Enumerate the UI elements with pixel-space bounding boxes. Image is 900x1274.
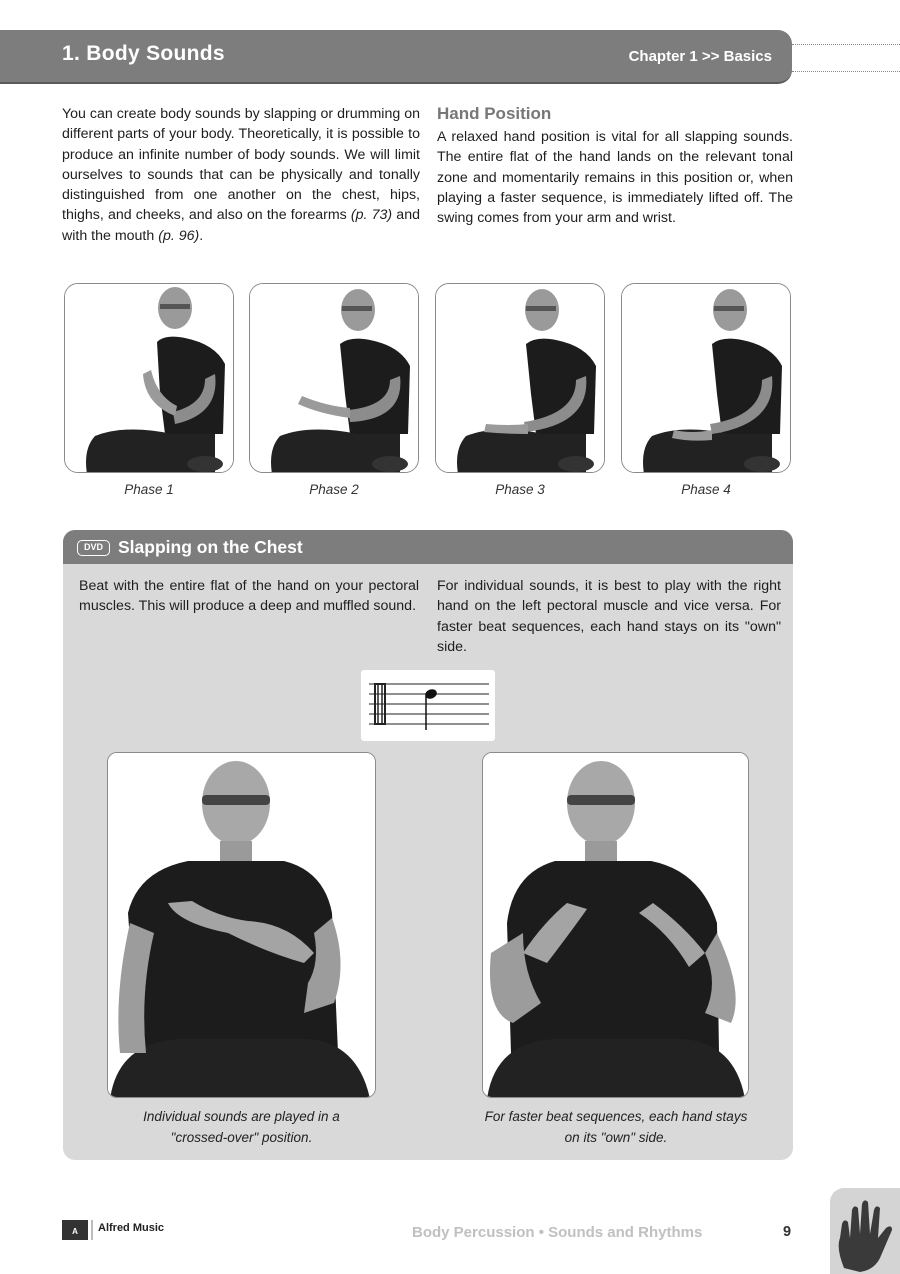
intro-text-2: and with the mouth [62, 207, 420, 244]
hand-position-heading: Hand Position [437, 104, 552, 123]
hand-icon [830, 1188, 900, 1274]
own-side-caption-line-1: For faster beat sequences, each hand stays [484, 1109, 748, 1124]
publisher-logo-text: Alfred Music [98, 1222, 165, 1234]
crossed-over-caption-line-1: Individual sounds are played in a [143, 1109, 340, 1124]
phase-4-caption: Phase 4 [681, 482, 731, 497]
phase-3-caption: Phase 3 [495, 482, 545, 497]
page-reference-forearms: (p. 73) [350, 207, 393, 224]
crossed-over-caption-line-2: "crossed-over" position. [170, 1130, 313, 1145]
phase-2-caption: Phase 2 [309, 482, 359, 497]
chest-right-paragraph: For individual sounds, it is best to play with the right hand on the left pectoral muscle and vice versa. For faster beat sequences, each hand stays on its "own" side. [437, 578, 781, 655]
phase-1-photo [64, 283, 234, 473]
intro-paragraph [62, 104, 420, 246]
phase-1-caption: Phase 1 [124, 482, 174, 497]
phase-3-photo [435, 283, 605, 473]
intro-text-1: You can create body sounds by slapping or drumming on different parts of your body. Theoretically, it is possible to produce an infinite number of body sounds. We will limit ourselves to sounds that can be physically and tonally distinguished from one another on the chest, hips, thighs, and cheeks, and also on the forearms [62, 106, 420, 224]
chapter-breadcrumb: Chapter 1 >> Basics [628, 48, 772, 65]
page-number: 9 [783, 1224, 792, 1240]
music-notation [361, 670, 495, 741]
crossed-over-caption [107, 1106, 376, 1148]
chest-left-paragraph: Beat with the entire flat of the hand on your pectoral muscles. This will produce a deep and muffled sound. [79, 578, 419, 615]
header-dotted-rule [792, 44, 900, 72]
book-title: Body Percussion • Sounds and Rhythms [412, 1224, 703, 1241]
thumb-tab [830, 1188, 900, 1274]
phase-4-photo [621, 283, 791, 473]
dvd-badge: DVD [77, 540, 110, 556]
intro-text-3: . [199, 227, 204, 244]
own-side-photo [482, 752, 749, 1098]
hand-position-paragraph: A relaxed hand position is vital for all slapping sounds. The entire flat of the hand lands on the relevant tonal zone and momentarily remains in this position or, when playing a faster sequence, is immediately lifted off. The swing comes from your arm and wrist. [437, 129, 793, 227]
publisher-logo [62, 1218, 170, 1242]
crossed-over-photo [107, 752, 376, 1098]
own-side-caption-line-2: on its "own" side. [564, 1130, 668, 1145]
chest-section-title: Slapping on the Chest [118, 537, 303, 557]
own-side-caption [456, 1106, 776, 1148]
phase-2-photo [249, 283, 419, 473]
svg-text:A: A [72, 1227, 78, 1236]
page-reference-mouth: (p. 96) [158, 227, 200, 244]
page-title: 1. Body Sounds [62, 42, 225, 65]
